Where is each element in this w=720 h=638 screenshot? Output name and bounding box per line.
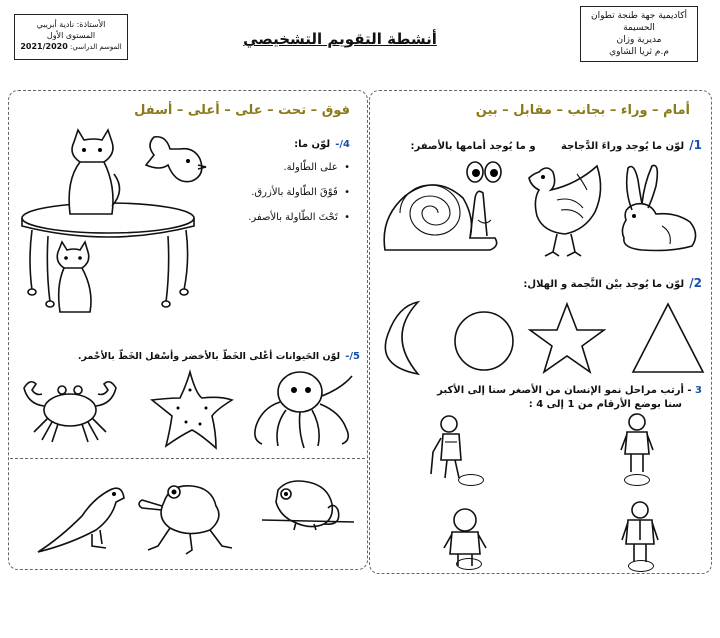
q2-number: 2/ — [689, 276, 702, 290]
crescent-picture[interactable] — [385, 302, 418, 374]
q4-item-under-table: • تَحْتَ الطّاولة بالأصفر. — [248, 212, 350, 223]
q5-instruction — [20, 344, 360, 363]
chameleon-picture[interactable] — [258, 476, 358, 546]
directorate-line: مديرية وزان — [616, 35, 662, 45]
q3-line-1: - أرتب مراحل نمو الإنسان من الأصغر سنا إلى الأكبر — [437, 385, 692, 396]
q1-text-b: و ما يُوجد أمامها بالأصفر: — [410, 141, 536, 152]
circle-picture[interactable] — [455, 312, 513, 370]
adult-man-answer-oval[interactable] — [628, 560, 654, 572]
starfish-picture[interactable] — [150, 370, 235, 450]
adult-man-picture[interactable] — [618, 500, 663, 565]
school-info-box — [580, 6, 698, 62]
q2-text: لوّن ما يُوجد بيْن النَّجمة و الهلال: — [523, 279, 685, 290]
school-line: م.م ثريا الشاوي — [609, 47, 669, 57]
rabbit-picture[interactable] — [612, 160, 702, 255]
q4-item-above-table: • فَوْقَ الطّاولة بالأزرق. — [251, 187, 350, 198]
q4-text: لوّن ما: — [294, 139, 331, 150]
year-value: 2021/2020 — [20, 42, 68, 51]
q5-number: 5/- — [345, 351, 360, 362]
q5-text: لوّن الحَيوانات أعْلى الخَطّ بالأخضر وأسْفل الخَطّ بالأحْمر. — [77, 351, 341, 362]
left-heading: فوق – تحت – على – أعلى – أسفل — [134, 103, 350, 118]
bird-picture[interactable] — [140, 135, 210, 195]
star-picture[interactable] — [530, 304, 604, 372]
young-man-answer-oval[interactable] — [624, 474, 650, 486]
year-label: الموسم الدراسي: — [70, 43, 122, 51]
crab-picture[interactable] — [20, 374, 120, 444]
level-label: المستوى الأول — [46, 31, 96, 40]
q3-line-2: سنا بوضع الأرقام من 1 إلى 4 : — [528, 399, 682, 410]
academy-line: أكاديمية جهة طنجة تطوان — [590, 11, 688, 21]
q4-list — [220, 155, 350, 230]
q1-number: 1/ — [689, 138, 702, 152]
young-man-picture[interactable] — [615, 412, 660, 477]
teacher-name: الأستاذة: نادية أبريبي — [36, 20, 106, 29]
octopus-picture[interactable] — [248, 368, 358, 453]
q4-item-on-table: • على الطّاولة. — [283, 162, 350, 173]
q4-number: 4/- — [335, 139, 350, 150]
parrot-picture[interactable] — [20, 478, 130, 558]
q3-instruction — [430, 384, 702, 412]
left-panel-divider — [10, 458, 365, 459]
triangle-picture[interactable] — [633, 304, 703, 372]
teacher-info-box — [14, 14, 128, 60]
province-line: الحسيمة — [623, 23, 655, 33]
q3-number: 3 — [695, 385, 702, 396]
snail-picture[interactable] — [375, 158, 505, 258]
old-man-answer-oval[interactable] — [458, 474, 484, 486]
child-answer-oval[interactable] — [456, 558, 482, 570]
q4-instruction — [240, 132, 350, 151]
right-heading: أمام – وراء – بجانب – مقابل – بين — [475, 103, 690, 118]
frog-picture[interactable] — [134, 476, 239, 556]
q1-instruction — [390, 134, 702, 153]
q1-text-a: لوّن ما يُوجد وراءَ الدَّجاجة — [561, 141, 685, 152]
page-title: أنشطة التقويم التشخيصي — [243, 30, 437, 48]
q2-instruction — [450, 272, 702, 291]
hen-picture[interactable] — [517, 160, 607, 260]
shapes-row — [380, 296, 705, 381]
